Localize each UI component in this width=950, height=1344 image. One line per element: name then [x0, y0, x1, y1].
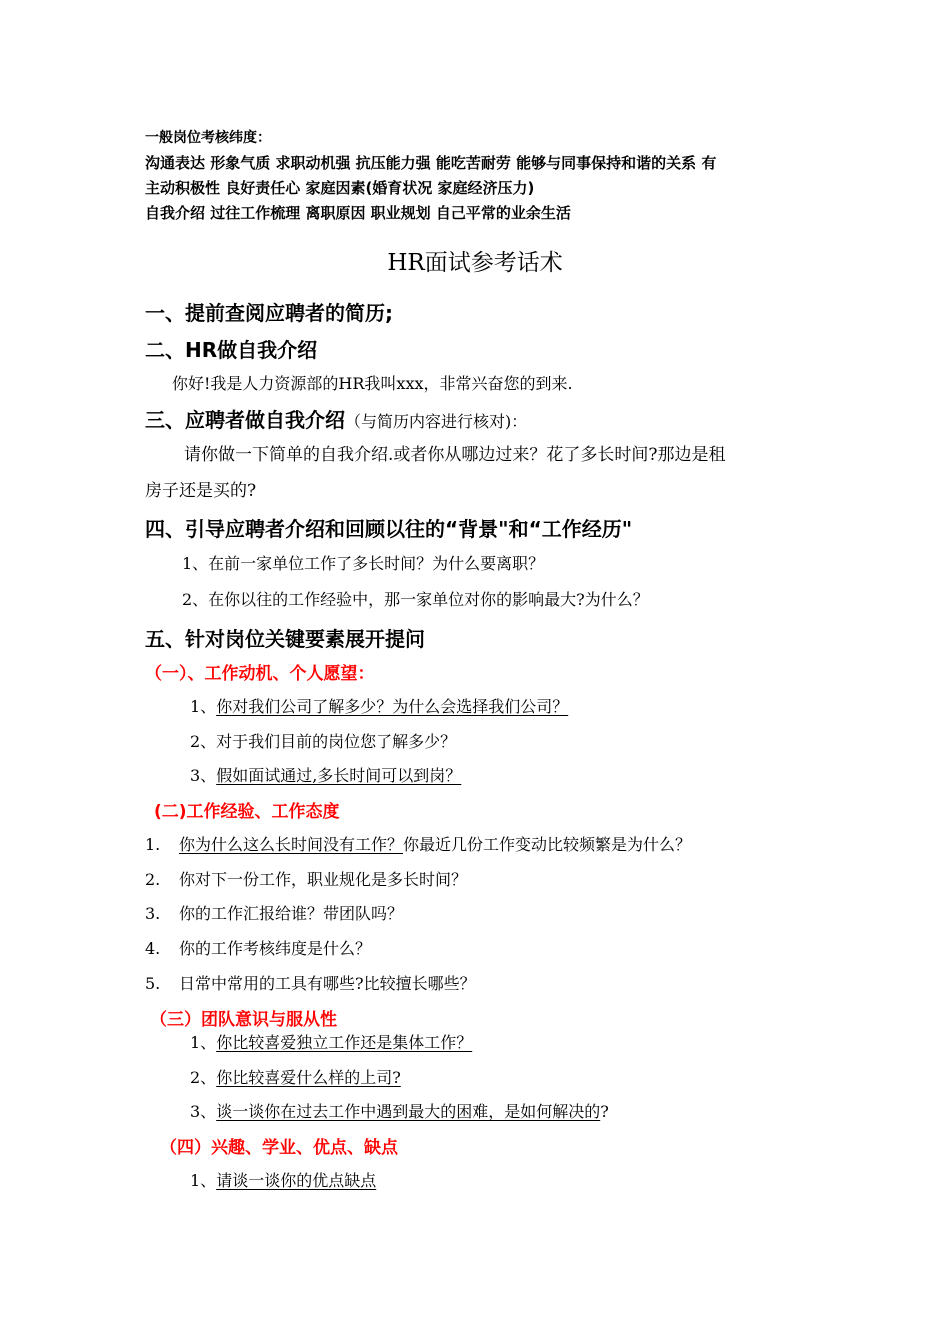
sub-1-question-2: 2、对于我们目前的岗位您了解多少？: [190, 732, 457, 751]
sub-3-question-1: [190, 1030, 472, 1053]
list-number: 2、: [190, 1068, 217, 1087]
sub-2-item-3: [145, 901, 403, 924]
question-text-underlined: 你为什么这么长时间没有工作？: [179, 835, 404, 854]
sub-1-question-3: [190, 763, 461, 786]
question-text: 你对下一份工作，职业规化是多长时间？: [179, 870, 468, 889]
question-text: 谈一谈你在过去工作中遇到最大的困难，是如何解决的: [216, 1102, 601, 1121]
section-3-heading-row: [145, 404, 527, 433]
question-text: 你最近几份工作变动比较频繁是为什么？: [403, 835, 692, 854]
sub-4-heading: （四）兴趣、学业、优点、缺点: [160, 1138, 398, 1158]
list-number: 1、: [190, 697, 217, 716]
page-title: HR面试参考话术: [387, 250, 563, 276]
sub-4-question-1: [190, 1168, 376, 1191]
question-text: 你比较喜爱独立工作还是集体工作？: [216, 1033, 473, 1052]
list-number: 3.: [145, 904, 161, 923]
list-number: 3、: [190, 766, 217, 785]
sub-2-item-2: [145, 867, 467, 890]
list-number: 1、: [190, 1171, 217, 1190]
sub-3-question-2: [190, 1065, 401, 1088]
question-text: 你的工作汇报给谁？带团队吗？: [179, 904, 404, 923]
sub-2-item-1: [145, 832, 691, 855]
section-3-body-line-1: 请你做一下简单的自我介绍.或者你从哪边过来？花了多长时间?那边是租: [184, 445, 726, 465]
section-5-heading: 五、针对岗位关键要素展开提问: [145, 627, 425, 651]
list-number: 4.: [145, 939, 161, 958]
section-1-heading: 一、提前查阅应聘者的简历;: [145, 301, 393, 325]
sub-1-question-1: [190, 694, 568, 717]
section-4-question-1: 1、在前一家单位工作了多长时间？为什么要离职？: [182, 554, 545, 573]
question-text: 假如面试通过,多长时间可以到岗？: [216, 766, 462, 785]
question-tail: ?: [600, 1102, 609, 1121]
section-2-body: 你好!我是人力资源部的HR我叫xxx，非常兴奋您的到来.: [172, 374, 573, 393]
list-number: 2.: [145, 870, 161, 889]
question-text: 日常中常用的工具有哪些?比较擅长哪些？: [179, 974, 476, 993]
header-label: 一般岗位考核纬度：: [145, 130, 271, 146]
header-line-1: 沟通表达 形象气质 求职动机强 抗压能力强 能吃苦耐劳 能够与同事保持和谐的关系 有: [145, 154, 717, 172]
section-4-heading: 四、引导应聘者介绍和回顾以往的“背景"和“工作经历": [145, 517, 633, 541]
list-number: 1、: [190, 1033, 217, 1052]
question-text: 你的工作考核纬度是什么？: [179, 939, 372, 958]
question-text: 你比较喜爱什么样的上司?: [216, 1068, 401, 1087]
sub-3-heading: （三）团队意识与服从性: [150, 1010, 337, 1030]
list-number: 1.: [145, 835, 161, 854]
question-text: 你对我们公司了解多少？为什么会选择我们公司？: [216, 697, 569, 716]
sub-2-heading: (二)工作经验、工作态度: [154, 802, 340, 822]
sub-2-item-4: [145, 936, 371, 959]
list-number: 3、: [190, 1102, 217, 1121]
sub-2-item-5: [145, 971, 476, 994]
section-2-heading: 二、HR做自我介绍: [145, 338, 318, 362]
question-text: 请谈一谈你的优点缺点: [216, 1171, 377, 1190]
list-number: 5.: [145, 974, 161, 993]
section-3-heading: 三、应聘者做自我介绍: [145, 408, 345, 432]
sub-3-question-3: [190, 1099, 609, 1122]
section-3-body-line-2: 房子还是买的?: [145, 481, 257, 501]
section-4-question-2: 2、在你以往的工作经验中，那一家单位对你的影响最大?为什么？: [182, 590, 649, 609]
header-line-3: 自我介绍 过往工作梳理 离职原因 职业规划 自己平常的业余生活: [145, 204, 571, 222]
sub-1-heading: （一）、工作动机、个人愿望：: [145, 664, 375, 684]
section-3-note: （与简历内容进行核对)：: [345, 412, 528, 431]
header-line-2: 主动积极性 良好责任心 家庭因素(婚育状况 家庭经济压力): [145, 179, 535, 197]
